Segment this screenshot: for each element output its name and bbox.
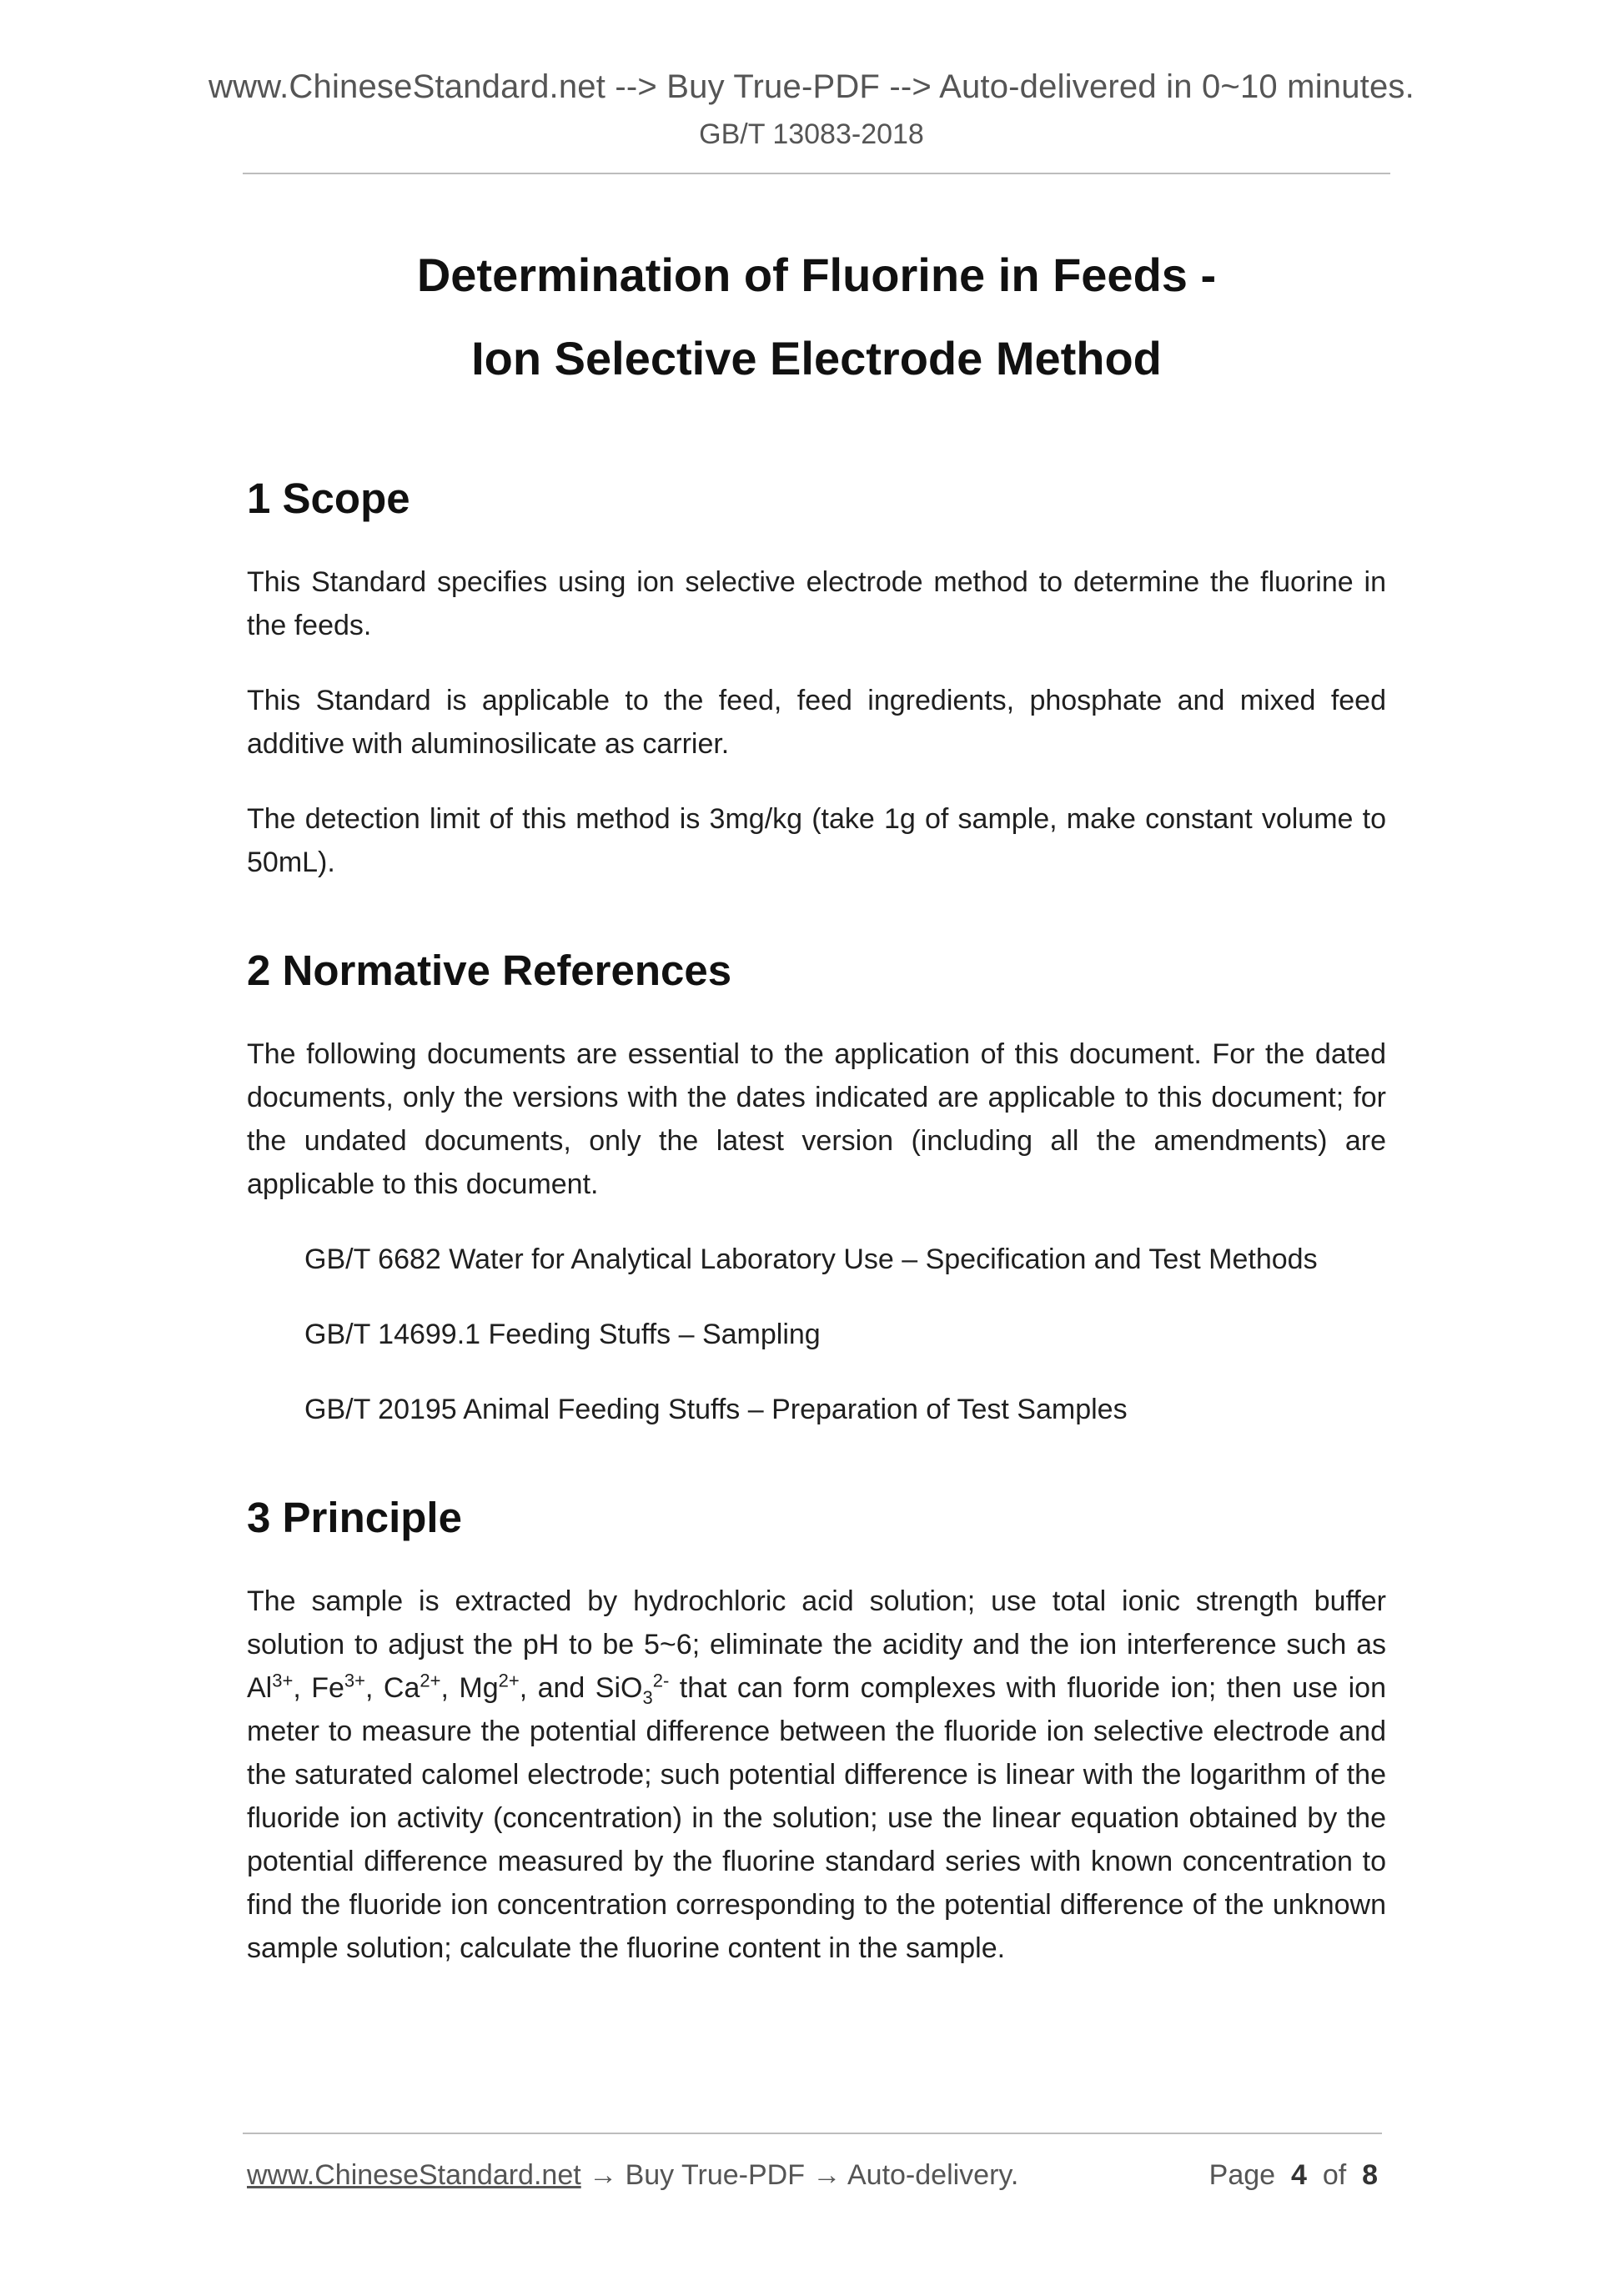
reference-item: GB/T 6682 Water for Analytical Laboratory Use – Specification and Test Methods <box>304 1243 1318 1275</box>
footer-divider <box>243 2133 1382 2134</box>
section-heading-scope: 1 Scope <box>247 475 410 522</box>
separator: , <box>293 1672 312 1704</box>
separator: , <box>440 1672 460 1704</box>
ion-al: Al <box>247 1672 273 1704</box>
page-label: Page <box>1208 2159 1276 2191</box>
ion-sio-subscript: 3 <box>642 1686 653 1708</box>
footer-site-link[interactable]: www.ChineseStandard.net <box>247 2159 581 2191</box>
references-intro: The following documents are essential to the application of this document. For the dated documents, only the versions with the dates indicated are applicable to this document; for the undated documents, only the latest version (including all the amendments) are applicable to this document. <box>247 1038 1386 1200</box>
scope-paragraph-2: This Standard is applicable to the feed, feed ingredients, phosphate and mixed feed additive with aluminosilicate as carrier. <box>247 685 1386 760</box>
ion-ca: Ca <box>383 1672 420 1704</box>
scope-paragraph-1: This Standard specifies using ion selective electrode method to determine the fluorine in the feeds. <box>247 566 1386 641</box>
separator: , <box>365 1672 384 1704</box>
section-heading-principle: 3 Principle <box>247 1494 462 1541</box>
document-title-line-1: Determination of Fluorine in Feeds - <box>416 249 1217 301</box>
section-heading-references: 2 Normative References <box>247 947 732 994</box>
page-number <box>1209 2156 1378 2194</box>
ion-sio: SiO <box>595 1672 643 1704</box>
page-header <box>0 65 1623 153</box>
page-footer <box>247 2156 1378 2194</box>
footer-promo <box>247 2159 1018 2191</box>
reference-item: GB/T 14699.1 Feeding Stuffs – Sampling <box>304 1319 821 1350</box>
principle-paragraph <box>247 1580 1386 1970</box>
page-of: of <box>1322 2159 1347 2191</box>
ion-mg-charge: 2+ <box>498 1670 520 1691</box>
header-standard-code: GB/T 13083-2018 <box>699 118 924 150</box>
header-promo-line: www.ChineseStandard.net --> Buy True-PDF --> Auto-delivered in 0~10 minutes. <box>209 68 1414 105</box>
principle-text-part-2: that can form complexes with fluoride ion; then use ion meter to measure the potential difference between the fluoride ion selective electrode and the saturated calomel electrode; such potential difference is linear with the logarithm of the fluoride ion activity (concentration) in the solution; use the linear equation obtained by the potential difference measured by the fluorine standard series with known concentration to find the fluoride ion concentration corresponding to the potential difference of the unknown sample solution; calculate the fluorine content in the sample. <box>247 1672 1386 1964</box>
document-title <box>247 234 1386 400</box>
ion-fe-charge: 3+ <box>344 1670 366 1691</box>
ion-mg: Mg <box>459 1672 499 1704</box>
reference-item: GB/T 20195 Animal Feeding Stuffs – Preparation of Test Samples <box>304 1394 1128 1425</box>
document-body <box>247 234 1386 1970</box>
document-title-line-2: Ion Selective Electrode Method <box>471 332 1162 384</box>
page-current: 4 <box>1290 2159 1307 2191</box>
footer-promo-tail: → Buy True-PDF → Auto-delivery. <box>580 2159 1019 2191</box>
separator: , and <box>519 1672 595 1704</box>
ion-al-charge: 3+ <box>272 1670 294 1691</box>
scope-paragraph-3: The detection limit of this method is 3mg/kg (take 1g of sample, make constant volume to 50mL). <box>247 803 1386 878</box>
ion-sio-charge: 2- <box>652 1670 670 1691</box>
ion-ca-charge: 2+ <box>420 1670 441 1691</box>
ion-fe: Fe <box>311 1672 344 1704</box>
page-total: 8 <box>1362 2159 1378 2191</box>
principle-text-part-1: The sample is extracted by hydrochloric acid solution; use total ionic strength buffer solution to adjust the pH to be 5~6; eliminate the acidity and the ion interference such as <box>247 1585 1386 1660</box>
header-divider <box>243 173 1390 174</box>
